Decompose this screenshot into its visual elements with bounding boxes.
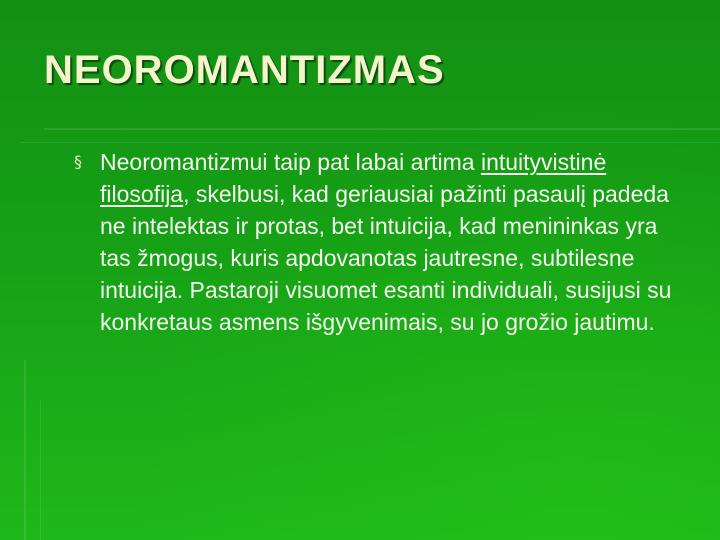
decorative-horizontal-line — [20, 142, 720, 143]
underlined-term: intuityvistinė filosofija — [100, 149, 607, 207]
paragraph-text-rest: , skelbusi, kad geriausiai pažinti pasaulį padeda ne intelektas ir protas, bet intuicija, kad menininkas yra tas žmogus, kuris apdovanotas jautresne, subtilesne intuicija. Pastaroji visuomet esanti individuali, susijusi su konkretaus asmens išgyvenimais, su jo grožio jautimu. — [100, 181, 672, 335]
decorative-vertical-line — [40, 400, 41, 540]
paragraph-text-start: Neoromantizmui taip pat labai artima — [100, 149, 481, 175]
section-sign-icon: § — [74, 152, 82, 171]
bullet-item — [74, 146, 694, 338]
bullet-paragraph — [100, 146, 694, 338]
slide-title: NEOROMANTIZMAS — [44, 48, 445, 92]
decorative-horizontal-line — [44, 128, 720, 130]
decorative-vertical-line — [24, 360, 26, 540]
